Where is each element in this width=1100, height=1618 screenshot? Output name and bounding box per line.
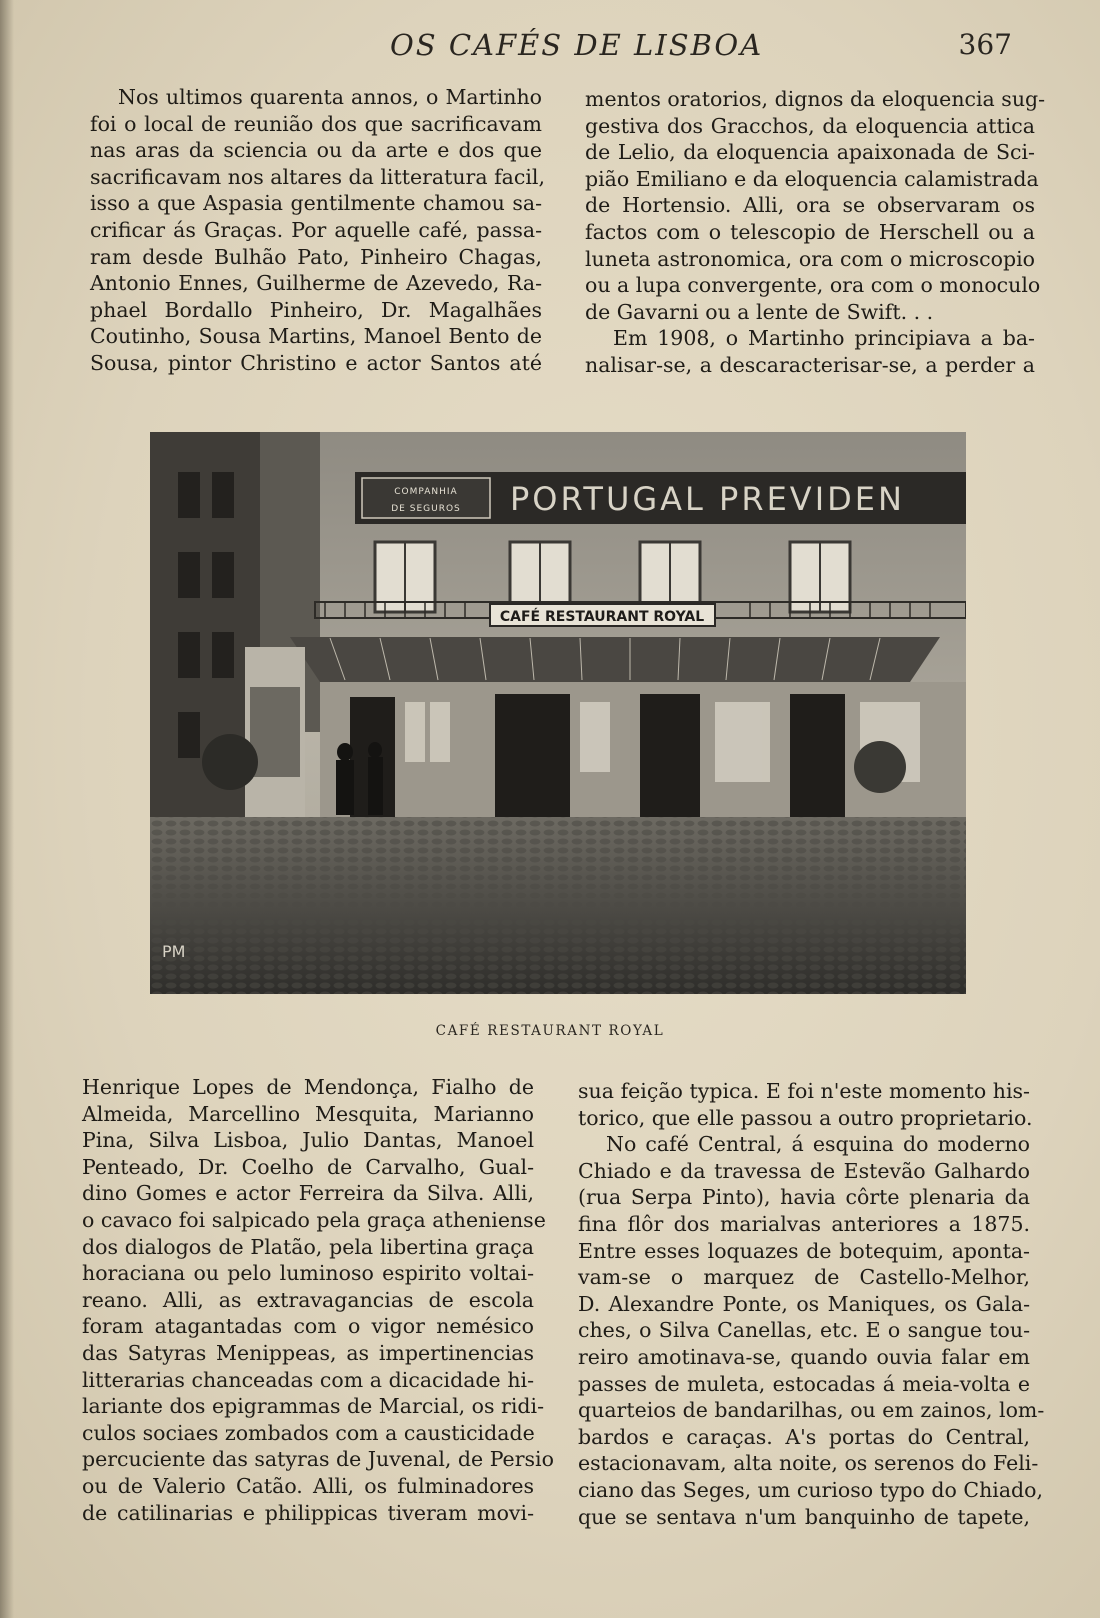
text-line: (rua Serpa Pinto), havia côrte plenaria da <box>578 1185 1030 1210</box>
text-line: de Gavarni ou a lente de Swift. . . <box>585 299 934 324</box>
text-line: nas aras da sciencia ou da arte e dos que <box>90 138 542 163</box>
text-line: de Hortensio. Alli, ora se observaram os <box>585 193 1035 218</box>
text-line: Coutinho, Sousa Martins, Manoel Bento de <box>90 324 542 349</box>
text-line: Antonio Ennes, Guilherme de Azevedo, Ra- <box>90 271 542 296</box>
text-line: vam-se o marquez de Castello-Melhor, <box>578 1265 1030 1290</box>
column-bottom-right <box>578 1078 1045 1530</box>
page-gutter-shadow <box>0 0 14 1618</box>
text-line: D. Alexandre Ponte, os Maniques, os Gala- <box>578 1291 1030 1316</box>
text-line: crificar ás Graças. Por aquelle café, passa- <box>90 217 542 242</box>
text-line: gestiva dos Gracchos, da eloquencia attica <box>585 113 1035 138</box>
text-line: ches, o Silva Canellas, etc. E o sangue tou- <box>578 1318 1030 1343</box>
photo-caption: CAFÉ RESTAURANT ROYAL <box>435 1023 665 1039</box>
text-line: isso a que Aspasia gentilmente chamou sa- <box>90 191 542 216</box>
text-line: lariante dos epigrammas de Marcial, os ridi- <box>82 1394 545 1419</box>
text-line: factos com o telescopio de Herschell ou a <box>585 219 1035 244</box>
text-line: culos sociaes zombados com a causticidade <box>82 1420 535 1445</box>
text-line: que se sentava n'um banquinho de tapete, <box>578 1504 1030 1529</box>
text-line: Almeida, Marcellino Mesquita, Marianno <box>82 1101 534 1126</box>
text-line: fina flôr dos marialvas anteriores a 1875. <box>578 1211 1030 1236</box>
text-line: torico, que elle passou a outro proprietario. <box>578 1105 1033 1130</box>
sign-company-line2: DE SEGUROS <box>391 504 461 514</box>
text-line: estacionavam, alta noite, os serenos do Feli- <box>578 1451 1039 1476</box>
text-line: foi o local de reunião dos que sacrificavam <box>90 111 542 136</box>
text-line: Nos ultimos quarenta annos, o Martinho <box>118 85 542 109</box>
text-line: Pina, Silva Lisboa, Julio Dantas, Manoel <box>82 1128 534 1153</box>
text-line: No café Central, á esquina do moderno <box>606 1132 1030 1157</box>
sign-company-line1: COMPANHIA <box>394 487 458 497</box>
text-line: passes de muleta, estocadas á meia-volta e <box>578 1371 1030 1396</box>
page-number: 367 <box>958 28 1012 61</box>
text-line: quarteios de bandarilhas, ou em zainos, lom- <box>578 1398 1045 1423</box>
text-line: mentos oratorios, dignos da eloquencia sug- <box>585 87 1046 111</box>
text-line: de catilinarias e philippicas tiveram movi- <box>82 1500 534 1525</box>
text-line: reano. Alli, as extravagancias de escola <box>82 1287 534 1312</box>
column-top-right <box>585 86 1046 379</box>
text-line: Chiado e da travessa de Estevão Galhardo <box>578 1158 1030 1183</box>
text-line: phael Bordallo Pinheiro, Dr. Magalhães <box>90 297 542 322</box>
text-line: sua feição typica. E foi n'este momento his- <box>578 1079 1030 1103</box>
sign-cafe-restaurant: CAFÉ RESTAURANT ROYAL <box>499 609 705 625</box>
text-line: Henrique Lopes de Mendonça, Fialho de <box>82 1075 534 1099</box>
text-line: Sousa, pintor Christino e actor Santos até <box>90 350 542 375</box>
photograph-cafe-restaurant-royal <box>150 432 966 994</box>
column-bottom-left <box>82 1074 554 1526</box>
photo-illustration <box>150 432 966 994</box>
text-line: ou de Valerio Catão. Alli, os fulminadores <box>82 1473 534 1498</box>
text-line: ou a lupa convergente, ora com o monoculo <box>585 273 1041 298</box>
photo-monogram: PM <box>162 942 186 961</box>
text-line: litterarias chanceadas com a dicacidade hi- <box>82 1367 534 1392</box>
running-title: OS CAFÉS DE LISBOA <box>390 28 764 62</box>
text-line: ciano das Seges, um curioso typo do Chiado, <box>578 1477 1044 1502</box>
text-line: Entre esses loquazes de botequim, aponta- <box>578 1238 1030 1263</box>
text-line: bardos e caraças. A's portas do Central, <box>578 1424 1030 1449</box>
column-top-left <box>90 84 546 377</box>
text-line: horaciana ou pelo luminoso espirito voltai- <box>82 1261 534 1286</box>
text-line: nalisar-se, a descaracterisar-se, a perder a <box>585 352 1035 377</box>
text-line: luneta astronomica, ora com o microscopio <box>585 246 1035 271</box>
text-line: sacrificavam nos altares da litteratura facil, <box>90 164 546 189</box>
text-line: das Satyras Menippeas, as impertinencias <box>82 1340 534 1365</box>
text-line: de Lelio, da eloquencia apaixonada de Sci- <box>585 140 1035 165</box>
text-line: dino Gomes e actor Ferreira da Silva. Alli, <box>82 1181 534 1206</box>
text-line: Penteado, Dr. Coelho de Carvalho, Gual- <box>82 1154 534 1179</box>
text-line: percuciente das satyras de Juvenal, de Persio <box>82 1447 554 1472</box>
sign-main: PORTUGAL PREVIDEN <box>510 480 905 518</box>
text-line: foram atagantadas com o vigor nemésico <box>82 1314 534 1339</box>
text-line: Em 1908, o Martinho principiava a ba- <box>613 326 1035 351</box>
text-line: dos dialogos de Platão, pela libertina graça <box>82 1234 534 1259</box>
text-line: ram desde Bulhão Pato, Pinheiro Chagas, <box>90 244 542 269</box>
text-line: o cavaco foi salpicado pela graça atheniense <box>82 1207 546 1232</box>
text-line: reiro amotinava-se, quando ouvia falar em <box>578 1344 1030 1369</box>
text-line: pião Emiliano e da eloquencia calamistrada <box>585 166 1039 191</box>
